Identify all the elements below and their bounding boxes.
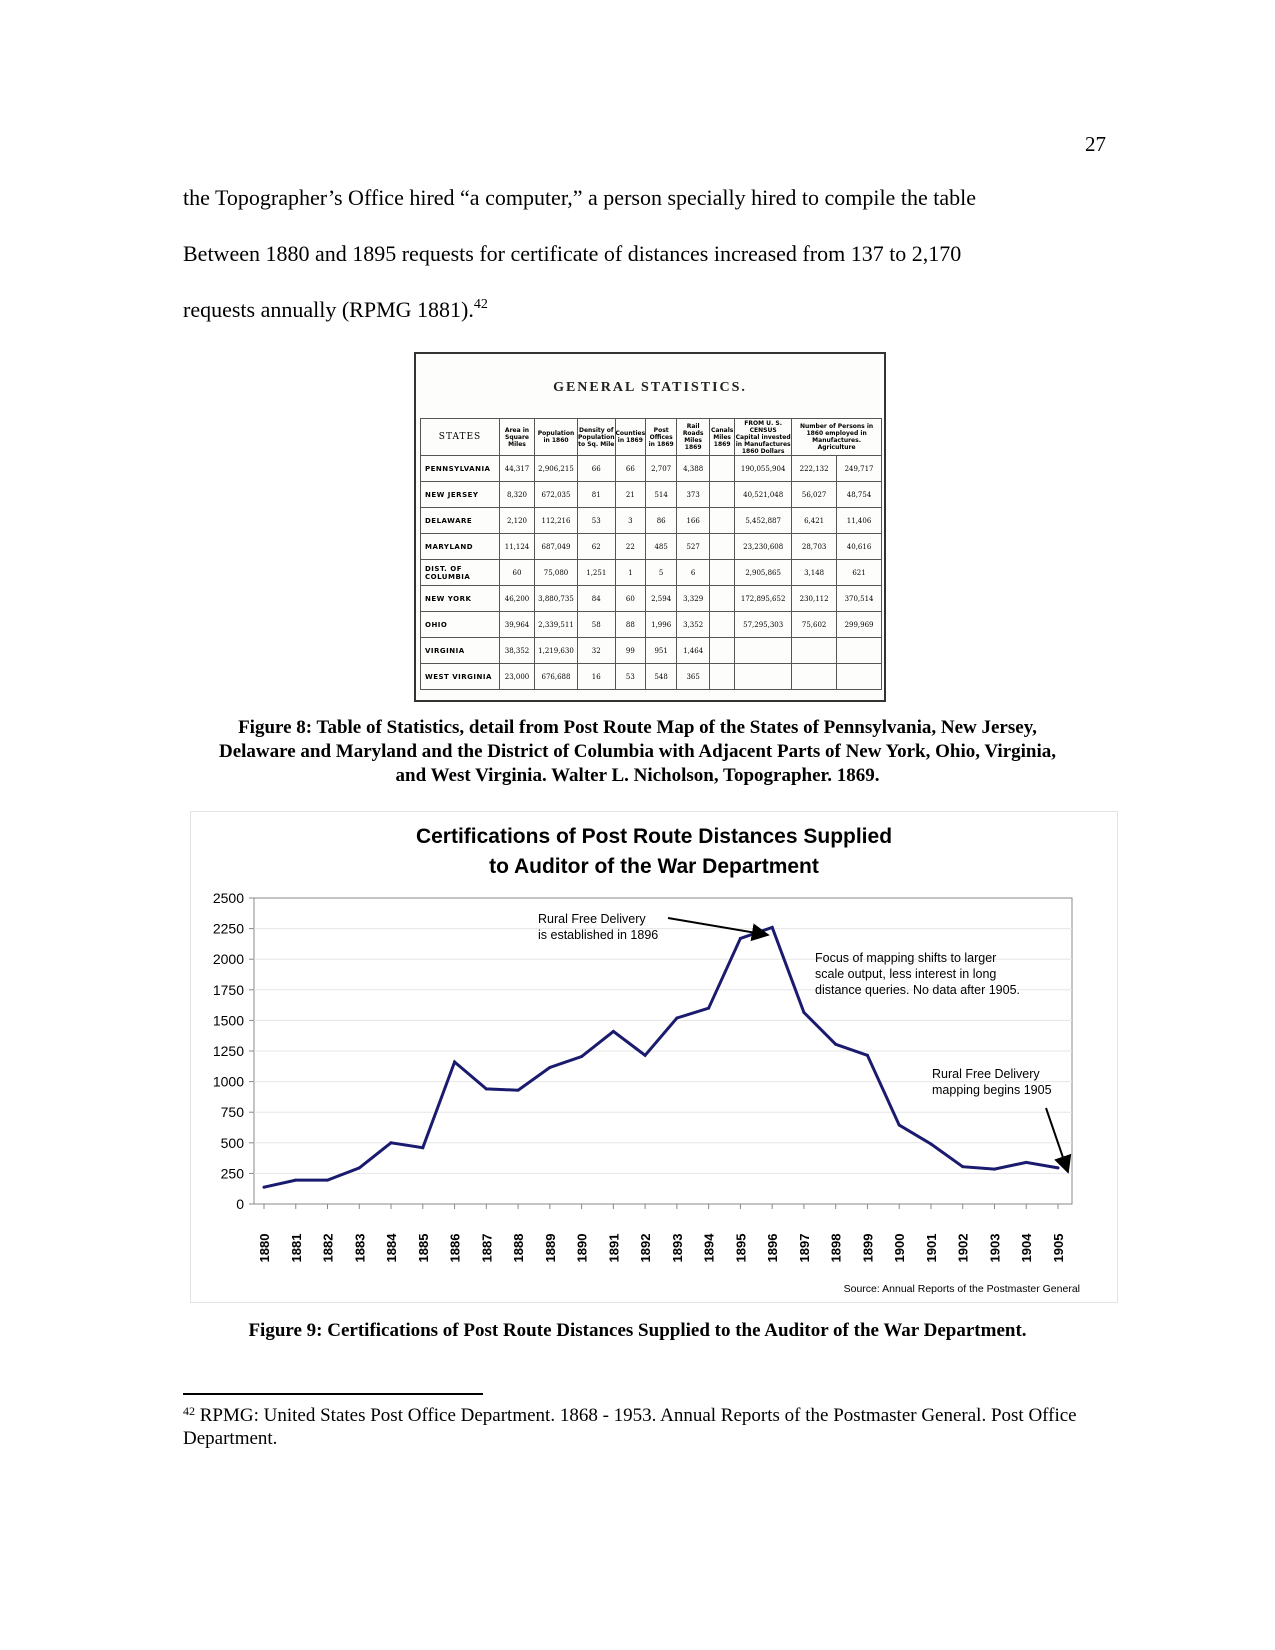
chart-title-line-1: Certifications of Post Route Distances Supplied [415, 825, 893, 848]
cell-capital: 57,295,303 [735, 612, 792, 638]
cell-counties: 22 [615, 534, 646, 560]
data-point [1057, 1166, 1060, 1169]
header-census-group: FROM U. S. CENSUS [744, 419, 783, 434]
figure8-caption-line-3: and West Virginia. Walter L. Nicholson, Topographer. 1869. [395, 765, 880, 786]
cell-capital: 23,230,608 [735, 534, 792, 560]
x-tick-label: 1892 [638, 1233, 654, 1263]
cell-area: 2,120 [500, 508, 535, 534]
footnote-text: RPMG: United States Post Office Department. 1868 - 1953. Annual Reports of the Postmaster General. Post Office Department. [183, 1405, 1077, 1449]
x-tick-label: 1903 [987, 1233, 1003, 1263]
header-canals: Canals Miles 1869 [710, 419, 735, 456]
header-post-offices: Post Offices in 1869 [646, 419, 677, 456]
cell-post-offices: 514 [646, 482, 677, 508]
cell-state: NEW JERSEY [421, 482, 500, 508]
x-tick-label: 1899 [860, 1233, 876, 1263]
cell-density: 66 [578, 456, 616, 482]
x-tick-label: 1894 [701, 1233, 717, 1263]
cell-rail-roads: 527 [677, 534, 710, 560]
x-tick-label: 1888 [511, 1233, 527, 1263]
data-point [294, 1179, 297, 1182]
cell-population: 3,880,735 [535, 586, 578, 612]
statistics-table-title: GENERAL STATISTICS. [553, 380, 747, 395]
data-point [390, 1141, 393, 1144]
data-point [771, 926, 774, 929]
x-tick-label: 1901 [923, 1233, 939, 1263]
header-population: Population in 1860 [535, 419, 578, 456]
header-density: Density of Population to Sq. Mile [578, 419, 616, 456]
data-point [898, 1124, 901, 1127]
cell-rail-roads: 4,388 [677, 456, 710, 482]
cell-density: 84 [578, 586, 616, 612]
cell-population: 112,216 [535, 508, 578, 534]
x-tick-label: 1889 [542, 1233, 558, 1263]
x-tick-label: 1886 [447, 1233, 463, 1263]
data-point [866, 1054, 869, 1057]
x-tick-label: 1880 [257, 1233, 272, 1263]
cell-area: 11,124 [500, 534, 535, 560]
cell-counties: 1 [615, 560, 646, 586]
cell-agriculture: 40,616 [837, 534, 882, 560]
cell-area: 8,320 [500, 482, 535, 508]
x-tick-label: 1895 [733, 1233, 749, 1263]
cell-manufactures: 3,148 [792, 560, 837, 586]
data-point [834, 1043, 837, 1046]
annotation-focus-shift: scale output, less interest in long [815, 967, 997, 981]
data-point [612, 1030, 615, 1033]
cell-post-offices: 1,996 [646, 612, 677, 638]
x-tick-label: 1902 [955, 1233, 971, 1263]
cell-population: 2,906,215 [535, 456, 578, 482]
cell-agriculture: 370,514 [837, 586, 882, 612]
annotation-focus-shift: distance queries. No data after 1905. [815, 983, 1020, 997]
figure8-caption-line-2: Delaware and Maryland and the District of Columbia with Adjacent Parts of New York, Ohio, Virginia, [218, 741, 1057, 762]
footnote [183, 1404, 1103, 1450]
header-capital-text: Capital invested in Manufactures 1860 Dollars [735, 433, 791, 455]
data-point [675, 1016, 678, 1019]
cell-area: 23,000 [500, 664, 535, 690]
cell-population: 1,219,630 [535, 638, 578, 664]
cell-rail-roads: 1,464 [677, 638, 710, 664]
cell-density: 1,251 [578, 560, 616, 586]
x-tick-label: 1882 [320, 1233, 336, 1263]
cell-state: MARYLAND [421, 534, 500, 560]
cell-counties: 88 [615, 612, 646, 638]
cell-density: 58 [578, 612, 616, 638]
cell-post-offices: 951 [646, 638, 677, 664]
cell-counties: 99 [615, 638, 646, 664]
cell-counties: 21 [615, 482, 646, 508]
x-tick-label: 1905 [1051, 1233, 1066, 1263]
footnote-ref[interactable]: 42 [473, 297, 488, 312]
data-point [644, 1054, 647, 1057]
cell-post-offices: 5 [646, 560, 677, 586]
y-tick-label: 500 [220, 1134, 244, 1151]
y-tick-label: 750 [220, 1104, 244, 1121]
data-point [263, 1186, 266, 1189]
footnote-number: 42 [183, 1404, 195, 1418]
cell-state: OHIO [421, 612, 500, 638]
x-tick-label: 1891 [606, 1233, 622, 1263]
x-tick-label: 1893 [669, 1233, 685, 1263]
cell-capital: 2,905,865 [735, 560, 792, 586]
y-tick-label: 2000 [212, 951, 244, 968]
cell-post-offices: 86 [646, 508, 677, 534]
cell-state: NEW YORK [421, 586, 500, 612]
cell-rail-roads: 6 [677, 560, 710, 586]
cell-area: 44,317 [500, 456, 535, 482]
cell-agriculture: 48,754 [837, 482, 882, 508]
x-tick-label: 1898 [828, 1233, 844, 1263]
cell-capital: 172,895,652 [735, 586, 792, 612]
data-point [421, 1146, 424, 1149]
cell-counties: 60 [615, 586, 646, 612]
cell-density: 32 [578, 638, 616, 664]
body-line-2: Between 1880 and 1895 requests for certificate of distances increased from 137 to 2,170 [183, 241, 962, 266]
cell-manufactures: 222,132 [792, 456, 837, 482]
annotation-rfd-mapping: Rural Free Delivery [932, 1067, 1040, 1081]
cell-state: DIST. OF COLUMBIA [421, 560, 500, 586]
x-tick-label: 1887 [479, 1233, 495, 1263]
data-point [358, 1166, 361, 1169]
cell-manufactures: 56,027 [792, 482, 837, 508]
data-point [802, 1011, 805, 1014]
cell-post-offices: 485 [646, 534, 677, 560]
cell-population: 2,339,511 [535, 612, 578, 638]
body-line-1: the Topographer’s Office hired “a computer,” a person specially hired to compile the table [183, 185, 976, 210]
x-tick-label: 1904 [1019, 1233, 1035, 1263]
y-tick-label: 2500 [212, 890, 244, 906]
figure9-caption: Figure 9: Certifications of Post Route Distances Supplied to the Auditor of the War Department. [248, 1320, 1027, 1341]
header-persons: Number of Persons in 1860 employed in Manufactures. Agriculture [792, 419, 882, 456]
y-tick-label: 1500 [212, 1012, 244, 1029]
annotation-focus-shift: Focus of mapping shifts to larger [815, 951, 997, 965]
x-tick-label: 1896 [765, 1233, 781, 1263]
cell-manufactures: 230,112 [792, 586, 837, 612]
cell-capital: 5,452,887 [735, 508, 792, 534]
cell-counties: 3 [615, 508, 646, 534]
data-point [929, 1143, 932, 1146]
data-point [326, 1179, 329, 1182]
x-tick-label: 1881 [288, 1233, 304, 1263]
cell-counties: 53 [615, 664, 646, 690]
x-tick-label: 1897 [796, 1233, 812, 1263]
x-tick-label: 1884 [384, 1233, 400, 1263]
cell-density: 81 [578, 482, 616, 508]
cell-rail-roads: 373 [677, 482, 710, 508]
figure8-caption-line-1: Figure 8: Table of Statistics, detail from Post Route Map of the States of Pennsylvania, New Jersey, [238, 717, 1037, 738]
cell-capital: 190,055,904 [735, 456, 792, 482]
cell-rail-roads: 166 [677, 508, 710, 534]
cell-agriculture: 621 [837, 560, 882, 586]
cell-manufactures: 28,703 [792, 534, 837, 560]
annotation-rfd-established: Rural Free Delivery [538, 912, 646, 926]
cell-state: VIRGINIA [421, 638, 500, 664]
data-point [517, 1089, 520, 1092]
header-area: Area in Square Miles [500, 419, 535, 456]
cell-state: WEST VIRGINIA [421, 664, 500, 690]
cell-post-offices: 2,594 [646, 586, 677, 612]
annotation-rfd-established: is established in 1896 [538, 928, 659, 942]
data-point [1025, 1161, 1028, 1164]
cell-agriculture: 11,406 [837, 508, 882, 534]
data-point [485, 1087, 488, 1090]
cell-rail-roads: 3,329 [677, 586, 710, 612]
y-tick-label: 1250 [212, 1043, 244, 1059]
x-tick-label: 1890 [574, 1233, 590, 1263]
cell-area: 39,964 [500, 612, 535, 638]
cell-area: 60 [500, 560, 535, 586]
data-point [707, 1007, 710, 1010]
cell-area: 46,200 [500, 586, 535, 612]
y-tick-label: 1000 [212, 1073, 244, 1090]
cell-capital: 40,521,048 [735, 482, 792, 508]
data-point [548, 1066, 551, 1069]
cell-population: 687,049 [535, 534, 578, 560]
cell-density: 16 [578, 664, 616, 690]
cell-agriculture: 249,717 [837, 456, 882, 482]
annotation-arrow [668, 918, 768, 935]
body-line-3-text: requests annually (RPMG 1881). [183, 297, 474, 322]
cell-population: 676,688 [535, 664, 578, 690]
cell-post-offices: 548 [646, 664, 677, 690]
data-point [580, 1055, 583, 1058]
cell-state: DELAWARE [421, 508, 500, 534]
annotation-arrow [1046, 1108, 1068, 1172]
cell-counties: 66 [615, 456, 646, 482]
chart-title-line-2: to Auditor of the War Department [489, 855, 819, 878]
cell-state: PENNSYLVANIA [421, 456, 500, 482]
cell-rail-roads: 365 [677, 664, 710, 690]
cell-density: 53 [578, 508, 616, 534]
page-number: 27 [1085, 132, 1106, 156]
cell-population: 672,035 [535, 482, 578, 508]
y-tick-label: 1750 [212, 981, 244, 998]
data-point [453, 1061, 456, 1064]
y-tick-label: 250 [220, 1165, 244, 1182]
data-point [993, 1168, 996, 1171]
cell-post-offices: 2,707 [646, 456, 677, 482]
x-tick-label: 1883 [352, 1233, 368, 1263]
y-tick-label: 0 [236, 1196, 244, 1212]
header-counties: Counties in 1869 [615, 419, 646, 456]
cell-density: 62 [578, 534, 616, 560]
cell-manufactures: 75,602 [792, 612, 837, 638]
x-tick-label: 1885 [415, 1233, 431, 1263]
cell-area: 38,352 [500, 638, 535, 664]
chart-source: Source: Annual Reports of the Postmaster General [843, 1283, 1080, 1295]
data-point [739, 937, 742, 940]
x-tick-label: 1900 [892, 1233, 908, 1263]
cell-rail-roads: 3,352 [677, 612, 710, 638]
data-point [961, 1165, 964, 1168]
cell-population: 75,080 [535, 560, 578, 586]
header-states: STATES [421, 419, 500, 456]
annotation-rfd-mapping: mapping begins 1905 [932, 1083, 1052, 1097]
cell-agriculture: 299,969 [837, 612, 882, 638]
footnote-rule [183, 1393, 483, 1395]
header-rail-roads: Rail Roads Miles 1869 [677, 419, 710, 456]
y-tick-label: 2250 [212, 920, 244, 937]
cell-manufactures: 6,421 [792, 508, 837, 534]
